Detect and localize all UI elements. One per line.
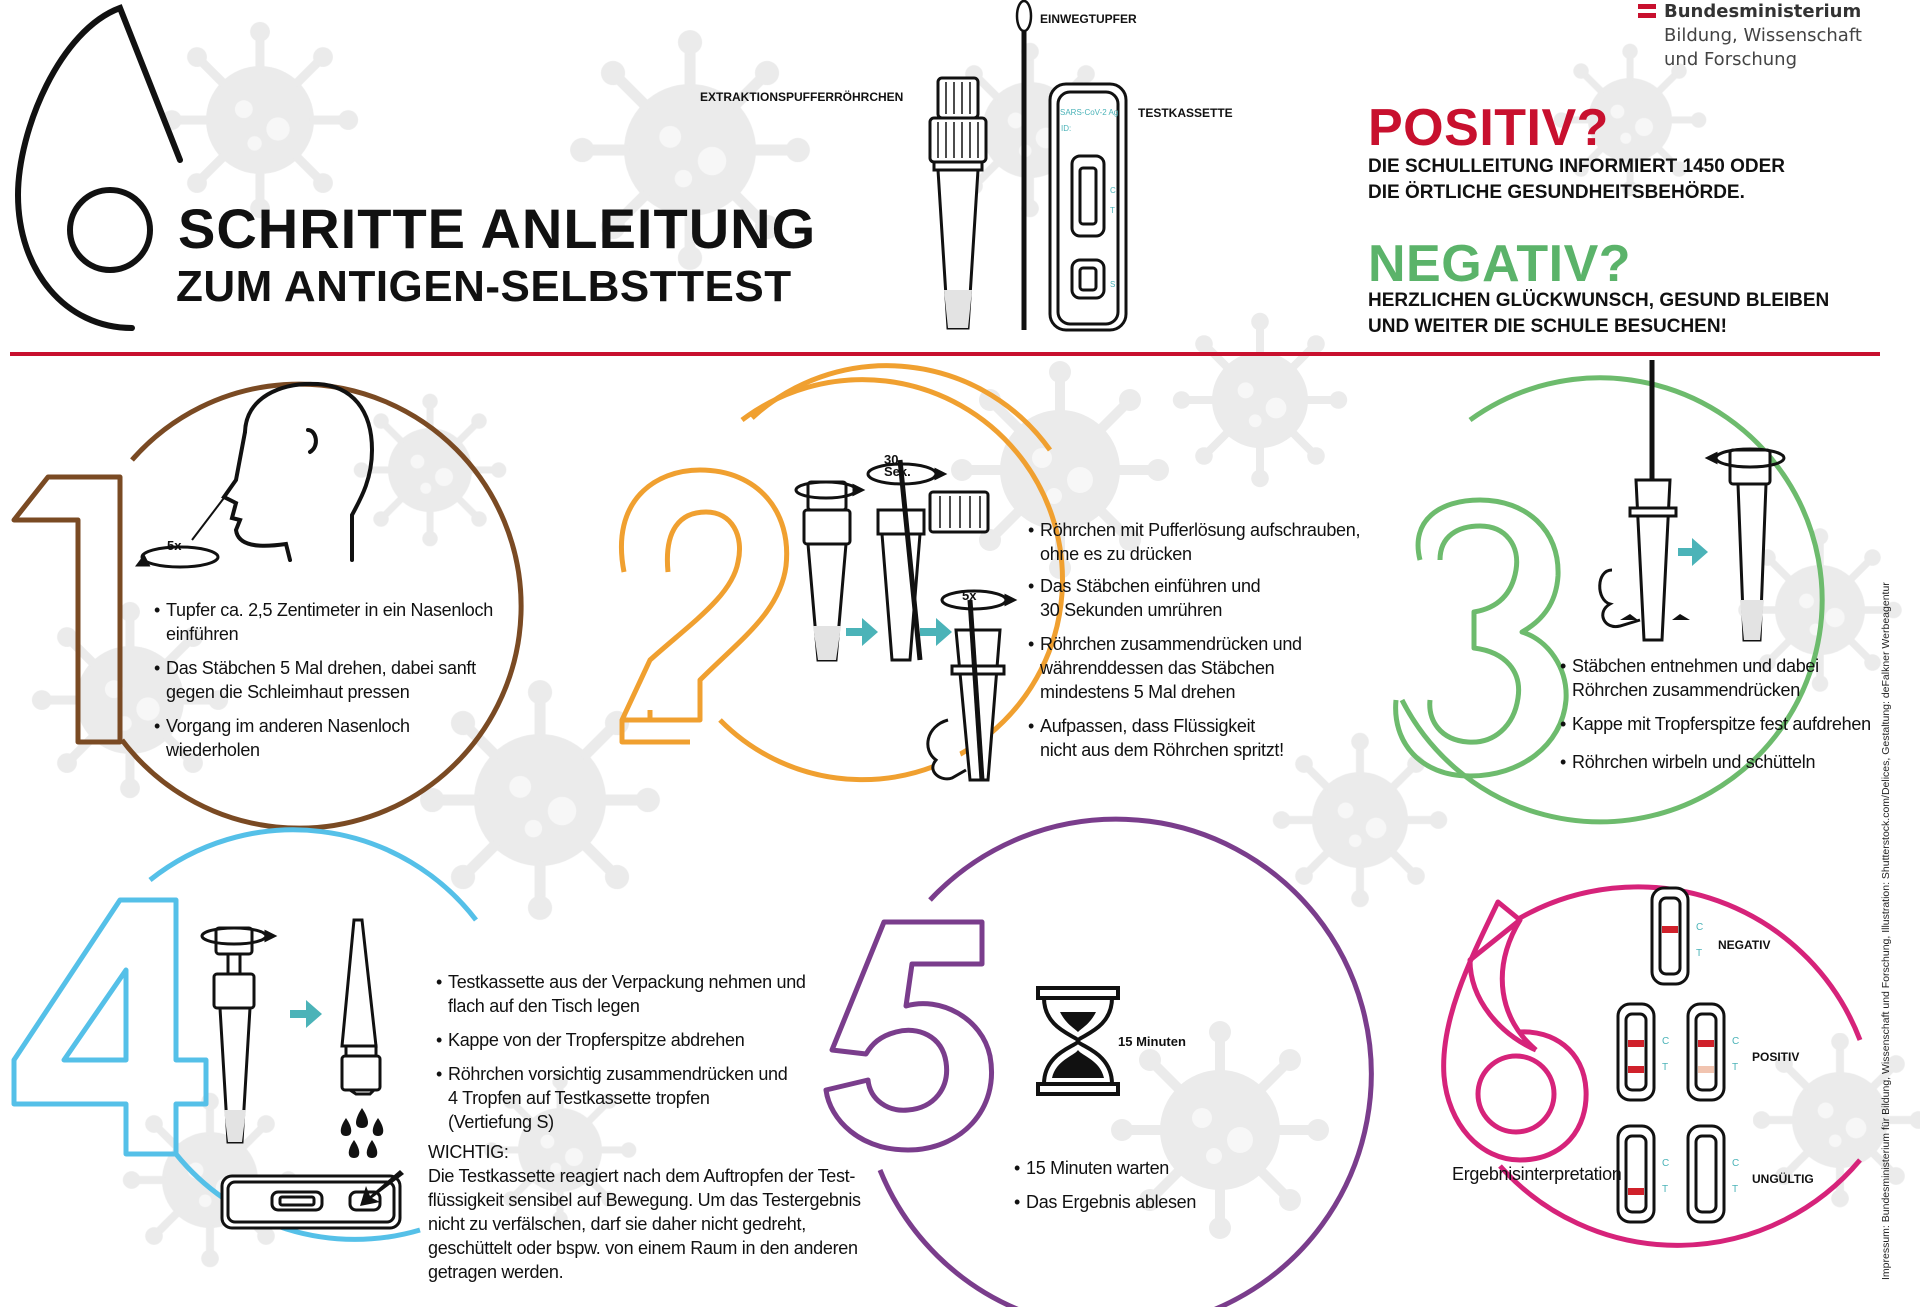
cassette-c-text: C (1110, 186, 1116, 195)
step2-bullet-1: • Röhrchen mit Pufferlösung aufschrauben, ohne es zu drücken (1040, 518, 1360, 566)
step6-numeral-six (1444, 902, 1586, 1160)
step5-timer-label: 15 Minuten (1118, 1034, 1186, 1049)
step5-bullet-1: • 15 Minuten warten (1026, 1156, 1169, 1180)
negative-title: NEGATIV? (1368, 235, 1632, 293)
c-mark-positive-2: C (1732, 1036, 1740, 1047)
c-mark-invalid-2: C (1732, 1158, 1740, 1169)
step1-bullet-1: • Tupfer ca. 2,5 Zentimeter in ein Nasenloch einführen (166, 598, 493, 646)
step4-numeral-four (14, 900, 206, 1154)
cassette-invalid-2 (1688, 1126, 1724, 1222)
step2-count-label: 5x (962, 588, 977, 603)
t-mark-positive-2: T (1732, 1062, 1739, 1073)
title-line2: ZUM ANTIGEN-SELBSTTEST (176, 262, 792, 311)
step5-numeral-five (826, 922, 992, 1150)
title-line1: SCHRITTE ANLEITUNG (178, 197, 817, 260)
t-mark-invalid-2: T (1732, 1184, 1739, 1195)
step1-bullet-3: • Vorgang im anderen Nasenloch wiederholen (166, 714, 410, 762)
step2-bullet-2: • Das Stäbchen einführen und 30 Sekunden umrühren (1040, 574, 1260, 622)
step5-bullet-2: • Das Ergebnis ablesen (1026, 1190, 1196, 1214)
negative-line1: HERZLICHEN GLÜCKWUNSCH, GESUND BLEIBEN (1368, 290, 1830, 311)
step3-arrow (1678, 538, 1708, 566)
cassette-positive-1 (1618, 1004, 1654, 1100)
step4-bullet-1: • Testkassette aus der Verpackung nehmen und flach auf den Tisch legen (448, 970, 806, 1018)
label-swab: EINWEGTUPFER (1040, 12, 1137, 26)
step1-head-illustration (224, 384, 372, 560)
c-mark-negative: C (1696, 922, 1704, 933)
step2-stir-label: 30 Sek. (884, 452, 911, 479)
cassette-id-text: ID: (1061, 124, 1072, 133)
cassette-invalid-1 (1618, 1126, 1654, 1222)
c-mark-invalid-1: C (1662, 1158, 1670, 1169)
step4-warning-title: WICHTIG: (428, 1142, 509, 1162)
step2-bullet-4: • Aufpassen, dass Flüssigkeit nicht aus dem Röhrchen spritzt! (1040, 714, 1284, 762)
positive-line1: DIE SCHULLEITUNG INFORMIERT 1450 ODER (1368, 156, 1785, 177)
step3-bullet-3: • Röhrchen wirbeln und schütteln (1572, 750, 1815, 774)
negative-line2: UND WEITER DIE SCHULE BESUCHEN! (1368, 316, 1727, 337)
result-positive-label: POSITIV (1752, 1050, 1800, 1064)
label-cassette: TESTKASSETTE (1138, 106, 1233, 120)
step4-arrow (290, 1000, 322, 1028)
step4-tube-with-cap (214, 928, 254, 1142)
cassette-positive-2 (1688, 1004, 1724, 1100)
step3-bullet-2: • Kappe mit Tropferspitze fest aufdrehen (1572, 712, 1871, 736)
step2-numeral-two (621, 470, 786, 742)
imprint-text: Impressum: Bundesministerium für Bildung, Wissenschaft und Forschung, Illustration: Shutterstock.com/Delices, Gestaltung: deFalkner Werbeagentur (1880, 582, 1892, 1280)
step4-bullet-3: • Röhrchen vorsichtig zusammendrücken und 4 Tropfen auf Testkassette tropfen (Vertiefung S) (448, 1062, 787, 1134)
step4-circle (150, 830, 476, 920)
hourglass-icon (1038, 988, 1118, 1094)
label-extraction-tube: EXTRAKTIONSPUFFERRÖHRCHEN (700, 90, 904, 104)
t-mark-negative: T (1696, 948, 1703, 959)
step1-swab-stick (192, 490, 230, 540)
step4-bullet-2: • Kappe von der Tropferspitze abdrehen (448, 1028, 744, 1052)
step2-hand (928, 720, 966, 779)
header-big-six (18, 8, 180, 328)
result-invalid-label: UNGÜLTIG (1752, 1172, 1814, 1186)
t-mark-invalid-1: T (1662, 1184, 1669, 1195)
step3-bullet-1: • Stäbchen entnehmen und dabei Röhrchen zusammendrücken (1572, 654, 1819, 702)
step1-count-label: 5x (167, 538, 182, 553)
step2-bullet-3: • Röhrchen zusammendrücken und währenddessen das Stäbchen mindestens 5 Mal drehen (1040, 632, 1302, 704)
step4-warning: WICHTIG: Die Testkassette reagiert nach dem Auftropfen der Test- flüssigkeit sensibel auf Bewegung. Um das Testergebnis nicht zu verfälschen, darf sie daher nicht gedreht, geschüttelt oder bspw. von einem Raum in den anderen getragen werden. (428, 1142, 861, 1282)
positive-line2: DIE ÖRTLICHE GESUNDHEITSBEHÖRDE. (1368, 182, 1745, 203)
c-mark-positive-1: C (1662, 1036, 1670, 1047)
result-negative-label: NEGATIV (1718, 938, 1771, 952)
cassette-negative (1652, 888, 1688, 984)
step1-bullet-2: • Das Stäbchen 5 Mal drehen, dabei sanft gegen die Schleimhaut pressen (166, 656, 476, 704)
step4-dropper (342, 920, 380, 1094)
cassette-t-text: T (1110, 206, 1115, 215)
ministry-line1: Bundesministerium (1664, 1, 1862, 22)
t-mark-positive-1: T (1662, 1062, 1669, 1073)
positive-title: POSITIV? (1368, 99, 1609, 157)
ministry-line3: und Forschung (1664, 49, 1798, 70)
ministry-line2: Bildung, Wissenschaft (1664, 25, 1862, 46)
step4-drops (341, 1108, 384, 1158)
step6-caption: Ergebnisinterpretation (1452, 1164, 1622, 1184)
cassette-s-text: S (1110, 280, 1116, 289)
extraction-tube-illustration (930, 78, 986, 328)
step2-tube-open (804, 482, 850, 660)
step2-cap (930, 492, 988, 532)
cassette-brand-text: SARS-CoV-2 Ag (1060, 108, 1119, 117)
